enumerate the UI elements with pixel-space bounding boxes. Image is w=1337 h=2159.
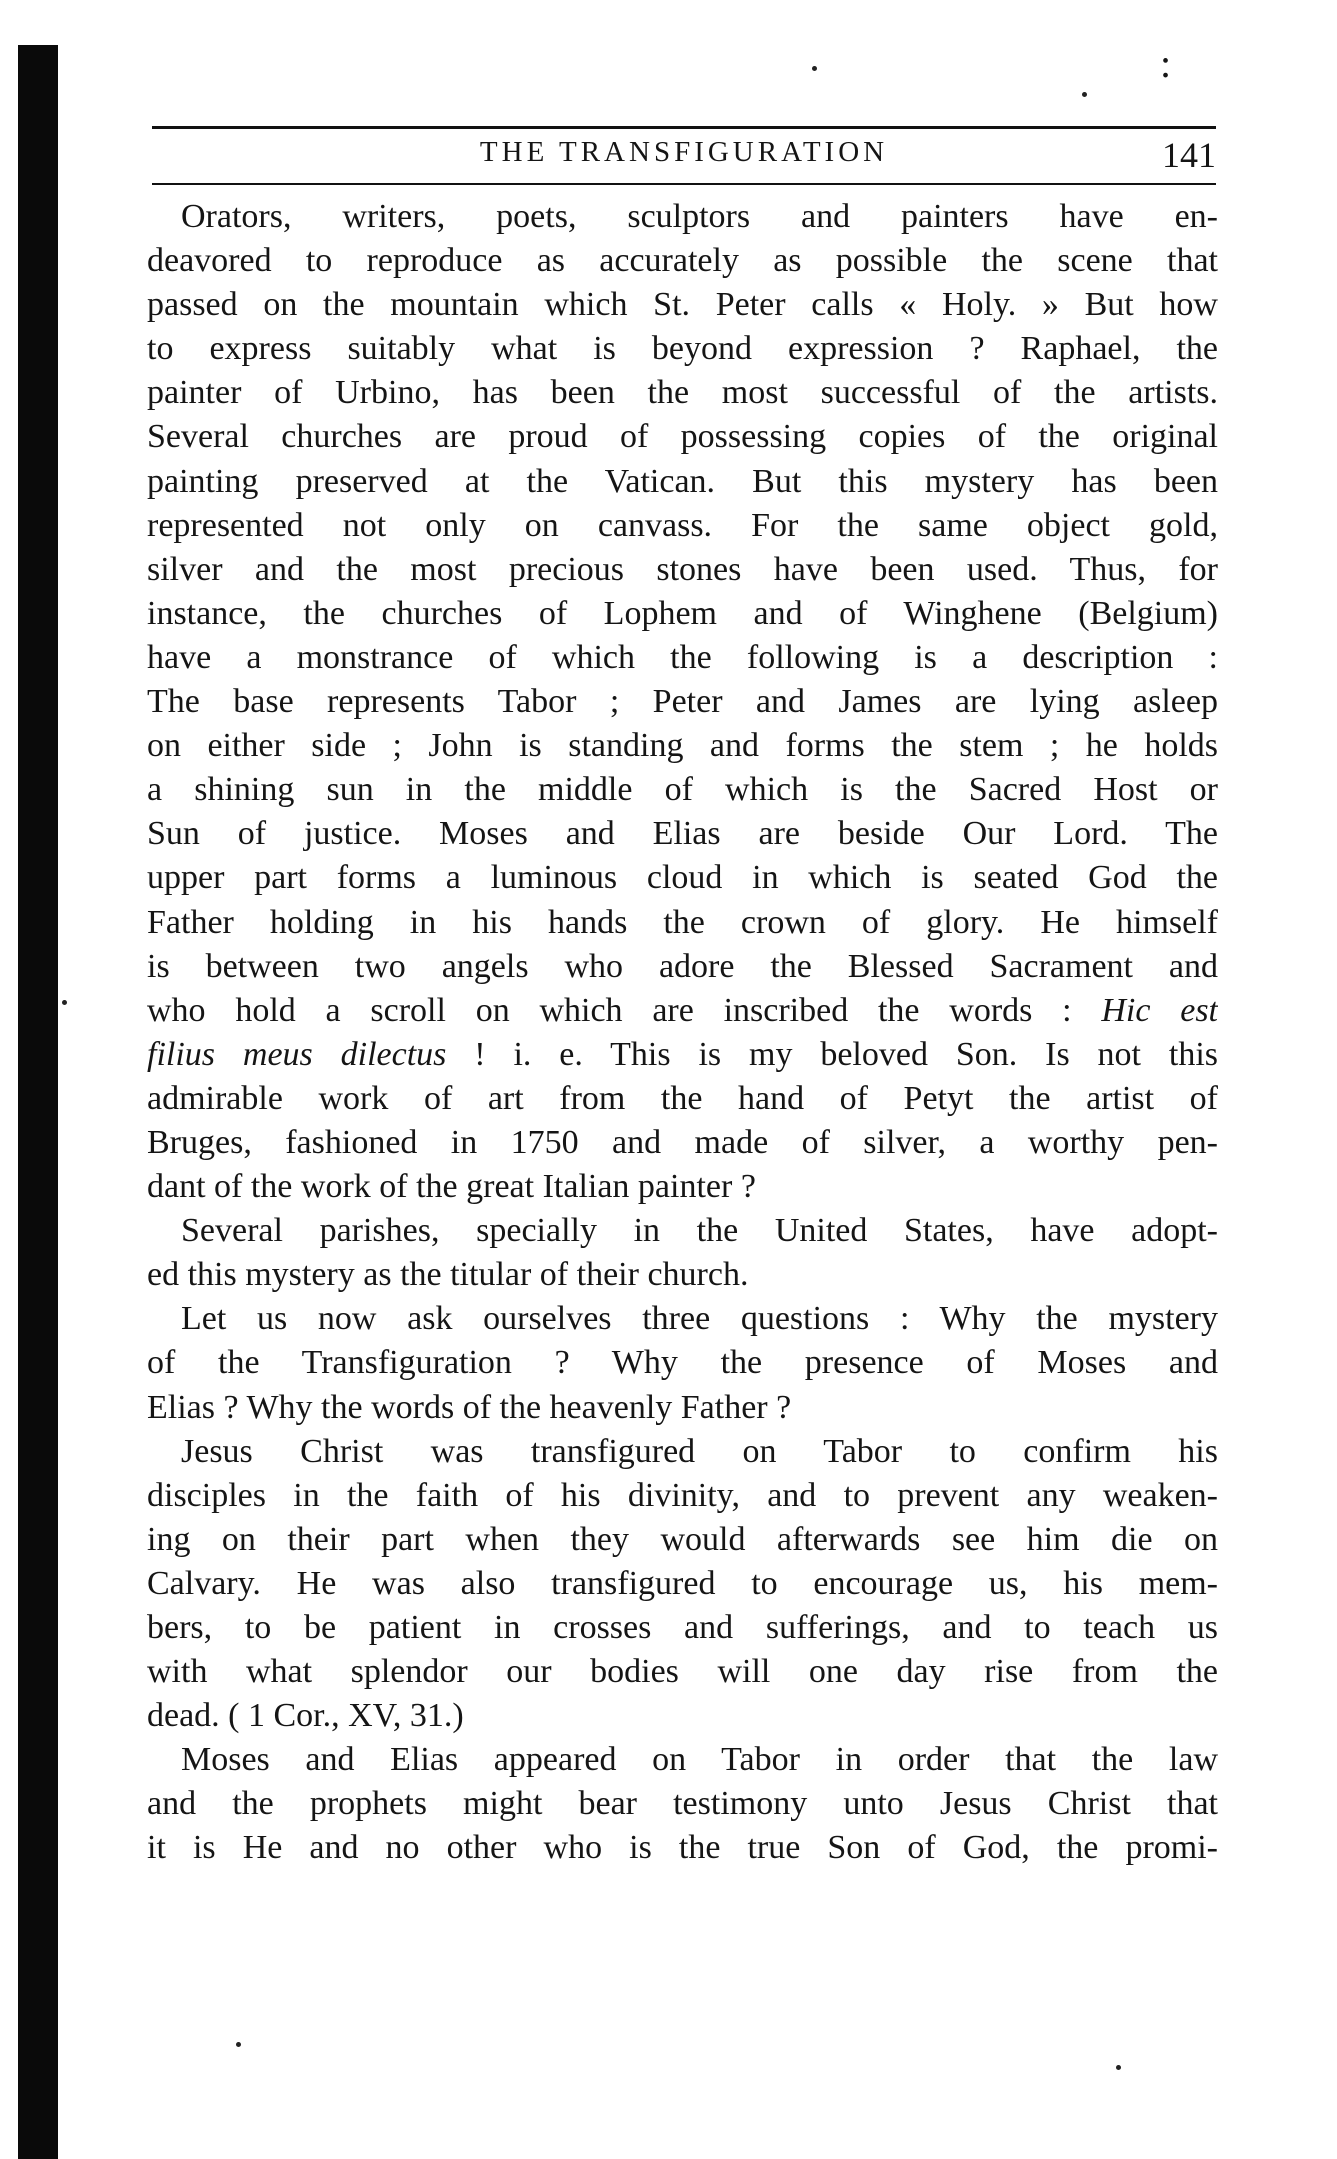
text-line: with what splendor our bodies will one day rise from the — [147, 1653, 1218, 1691]
text-line-with-italic — [147, 989, 1218, 1033]
text-line: Bruges, fashioned in 1750 and made of silver, a worthy pen- — [147, 1123, 1218, 1161]
text-line: Several churches are proud of possessing copies of the original — [147, 418, 1218, 456]
margin-speck — [62, 1000, 67, 1005]
latin-quote: filius meus dilectus — [147, 1035, 447, 1073]
text-line: Elias ? Why the words of the heavenly Father ? — [147, 1388, 792, 1426]
text-line: passed on the mountain which St. Peter calls « Holy. » But how — [147, 286, 1218, 324]
text-line-with-italic — [147, 1033, 1218, 1077]
text-line: represented not only on canvass. For the same object gold, — [147, 506, 1218, 544]
text-line: The base represents Tabor ; Peter and James are lying asleep — [147, 683, 1218, 721]
text-line: disciples in the faith of his divinity, and to prevent any weaken- — [147, 1476, 1218, 1514]
header-rule-top — [152, 126, 1216, 129]
running-title: THE TRANSFIGURATION — [479, 136, 889, 168]
text-line: Let us now ask ourselves three questions : Why the mystery — [181, 1300, 1218, 1338]
binding-shadow-strip — [18, 45, 58, 2159]
text-line: admirable work of art from the hand of Petyt the artist of — [147, 1079, 1218, 1117]
text-line: instance, the churches of Lophem and of Winghene (Belgium) — [147, 594, 1218, 632]
text-line: bers, to be patient in crosses and sufferings, and to teach us — [147, 1609, 1218, 1646]
text-line: dead. ( 1 Cor., XV, 31.) — [147, 1697, 464, 1735]
text-line: Father holding in his hands the crown of glory. He himself — [147, 903, 1218, 941]
text-line: painting preserved at the Vatican. But this mystery has been — [147, 462, 1218, 500]
text-line: Several parishes, specially in the United States, have adopt- — [181, 1212, 1218, 1250]
top-margin-mark: : — [1160, 41, 1172, 86]
margin-speck — [812, 66, 817, 71]
body-text — [147, 195, 1218, 1871]
text-line: Orators, writers, poets, sculptors and painters have en- — [181, 198, 1218, 235]
text-line: ing on their part when they would afterwards see him die on — [147, 1520, 1218, 1558]
text-line: deavored to reproduce as accurately as possible the scene that — [147, 242, 1218, 280]
text-line: upper part forms a luminous cloud in which is seated God the — [147, 859, 1218, 897]
text-segment: ! i. e. This is my beloved Son. Is not this — [474, 1035, 1218, 1073]
page-number: 141 — [1162, 135, 1216, 175]
text-line: Sun of justice. Moses and Elias are beside Our Lord. The — [147, 815, 1218, 853]
header-rule-bottom — [152, 183, 1216, 185]
text-line: dant of the work of the great Italian painter ? — [147, 1168, 756, 1206]
text-line: ed this mystery as the titular of their church. — [147, 1256, 749, 1294]
text-line: on either side ; John is standing and forms the stem ; he holds — [147, 727, 1218, 765]
text-line: Calvary. He was also transfigured to encourage us, his mem- — [147, 1564, 1218, 1602]
text-segment: who hold a scroll on which are inscribed the words : — [147, 991, 1072, 1029]
text-line: is between two angels who adore the Blessed Sacrament and — [147, 947, 1218, 985]
text-line: to express suitably what is beyond expression ? Raphael, the — [147, 330, 1218, 368]
margin-speck — [236, 2042, 241, 2047]
text-line: and the prophets might bear testimony unto Jesus Christ that — [147, 1785, 1218, 1823]
margin-speck — [1082, 92, 1087, 97]
latin-quote: Hic est — [1101, 991, 1218, 1029]
text-line: a shining sun in the middle of which is the Sacred Host or — [147, 771, 1218, 809]
text-line: Moses and Elias appeared on Tabor in order that the law — [181, 1741, 1218, 1779]
running-head — [152, 130, 1216, 180]
text-line: have a monstrance of which the following is a description : — [147, 638, 1218, 676]
text-line: silver and the most precious stones have been used. Thus, for — [147, 550, 1218, 588]
text-line: painter of Urbino, has been the most successful of the artists. — [147, 374, 1218, 412]
text-line: it is He and no other who is the true Son of God, the promi- — [147, 1829, 1218, 1867]
margin-speck — [1116, 2065, 1121, 2070]
text-line: Jesus Christ was transfigured on Tabor to confirm his — [181, 1432, 1218, 1470]
text-line: of the Transfiguration ? Why the presence of Moses and — [147, 1344, 1218, 1382]
